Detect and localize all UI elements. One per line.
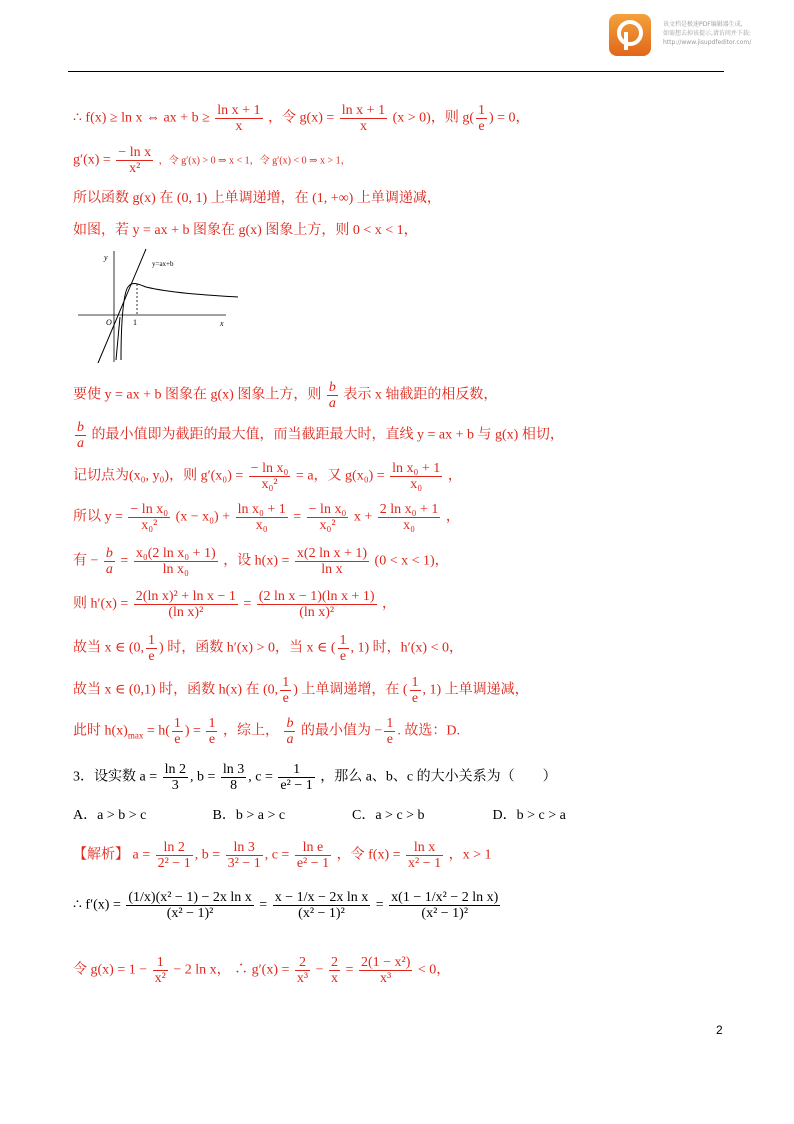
curve-g-left (116, 317, 120, 360)
text: 3．设实数 a = (73, 769, 158, 785)
fraction: $\frac{\text{ln x}}{\text{x² − 1}}$ (408, 840, 442, 871)
text: − 2 ln x， (173, 962, 231, 978)
fraction: $\frac{\text{− ln x₀}}{\text{x₀²}}$ (308, 502, 347, 533)
fraction: $\frac{b}{a}$ (286, 716, 294, 747)
text: < 0， (417, 962, 451, 978)
solution-line-11 (73, 633, 463, 664)
fraction: $\frac{b}{a}$ (77, 420, 84, 451)
answer-options (73, 804, 566, 824)
fraction: $\frac{\text{x − 1/x − 2x ln x}}{\text{(x² − 1)²}}$ (274, 890, 369, 921)
text: 表示 x 轴截距的相反数， (343, 387, 498, 403)
text: 的最小值即为截距的最大值，而当截距最大时，直线 y = ax + b 与 g(x) 相切， (91, 427, 564, 443)
text: = (243, 596, 252, 612)
text: = (259, 897, 268, 913)
tangent-line (98, 249, 146, 363)
fraction: $\frac{\ln 2}{\text{2² − 1}}$ (157, 840, 191, 871)
solution-line-12 (73, 675, 529, 706)
fraction: $\frac{\text{(1/x)(x² − 1) − 2x ln x}}{\text{(x² − 1)²}}$ (128, 890, 252, 921)
analysis-label: 【解析】 (73, 847, 129, 863)
question-3 (73, 762, 557, 793)
text: ，综上， (222, 723, 279, 739)
text: , b = (194, 847, 221, 863)
function-graph (76, 247, 242, 365)
text: ， (445, 509, 460, 525)
solution-line-3: 所以函数 g(x) 在 (0, 1) 上单调递增，在 (1, +∞) 上单调递减， (73, 191, 441, 206)
fraction: $\frac{1}{e}$ (411, 675, 419, 706)
fraction: $\frac{1}{e}$ (477, 103, 485, 134)
solution-line-6 (73, 420, 564, 451)
text: = (345, 962, 354, 978)
text: (x > 0)，则 g( (392, 110, 474, 126)
fraction: $\frac{1}{e}$ (282, 675, 290, 706)
text: ) = (184, 723, 201, 739)
fraction: $\frac{\text{− ln x₀}}{\text{x₀²}}$ (250, 461, 289, 492)
page-number: 2 (716, 1023, 723, 1037)
text: 则 h′(x) = (73, 596, 129, 612)
solution-line-7 (73, 461, 462, 492)
text: 的最小值为 − (300, 723, 383, 739)
fraction: $\frac{1}{\text{e² − 1}}$ (280, 762, 313, 793)
text: 所以 y = (73, 509, 123, 525)
analysis-line-3 (73, 955, 450, 986)
fraction: $\frac{b}{a}$ (328, 380, 336, 411)
subscript: max (127, 730, 144, 741)
solution-line-2 (73, 145, 351, 176)
notice-line: 该文档是极速PDF编辑器生成, (663, 21, 743, 28)
text: 有 − (73, 553, 99, 569)
option-b: B．b > a > c (212, 808, 286, 823)
solution-line-8 (73, 502, 460, 533)
header-rule (68, 71, 724, 72)
text: ∴ f(x) ≥ ln x ⇔ ax + b ≥ (73, 110, 210, 126)
text: 故当 x ∈ (0, (73, 640, 145, 656)
fraction: $\frac{\text{− ln x₀}}{\text{x₀²}}$ (130, 502, 169, 533)
origin-label: O (106, 318, 112, 327)
fraction: $\frac{\text{2(1 − x²)}}{\text{x³}}$ (360, 955, 411, 986)
fraction: $\frac{2}{x}$ (331, 955, 339, 986)
text: ) 上单调递增，在 ( (293, 682, 408, 698)
analysis-line-2 (73, 890, 502, 921)
analysis-line-1 (73, 840, 492, 871)
option-d: D．b > c > a (492, 808, 566, 823)
fraction: $\frac{1}{\text{x²}}$ (154, 955, 166, 986)
fraction: $\frac{2}{\text{x³}}$ (296, 955, 309, 986)
text: ，x > 1 (448, 847, 492, 863)
fraction: $\frac{\text{x(1 − 1/x² − 2 ln x)}}{\text{(x² − 1)²}}$ (391, 890, 499, 921)
text: ， (447, 468, 462, 484)
fraction: $\frac{1}{e}$ (208, 716, 216, 747)
text: = a，又 g(x₀) = (295, 468, 385, 484)
text: 记切点为(x₀, y₀)，则 g′(x₀) = (73, 468, 244, 484)
text: , 1) 时，h′(x) < 0， (350, 640, 463, 656)
text: = (293, 509, 302, 525)
solution-line-5 (73, 380, 497, 411)
solution-line-9 (73, 546, 449, 577)
text: , c = (264, 847, 290, 863)
notice-line: 如需想去掉该提示,请访问并下载: (663, 30, 751, 37)
solution-line-4: 如图，若 y = ax + b 图象在 g(x) 图象上方，则 0 < x < 1， (73, 223, 418, 238)
option-a: A．a > b > c (73, 808, 147, 823)
text: ∴ f′(x) = (73, 897, 121, 913)
text: ，那么 a、b、c 的大小关系为（ ） (320, 769, 557, 785)
text: a = (132, 847, 151, 863)
text: . 故选：D. (397, 723, 460, 739)
text: , 1) 上单调递减， (422, 682, 529, 698)
editor-notice (663, 20, 773, 47)
fraction: $\frac{\text{ln x + 1}}{x}$ (341, 103, 386, 134)
text: , c = (248, 769, 273, 785)
text: ) = 0， (488, 110, 530, 126)
solution-line-13 (73, 716, 460, 747)
text: = (375, 897, 384, 913)
text: ，令 g′(x) > 0 ⇒ x < 1，令 g′(x) < 0 ⇒ x > 1， (158, 155, 351, 167)
fraction: $\frac{\text{2(ln x)² + ln x − 1}}{\text{(ln x)²}}$ (135, 589, 236, 620)
fraction: $\frac{\text{x₀(2 ln x₀ + 1)}}{\text{ln x₀}}$ (135, 546, 216, 577)
x-axis-label: x (220, 319, 224, 328)
text: 令 g(x) = 1 − (73, 962, 148, 978)
text: , b = (190, 769, 216, 785)
fraction: $\frac{\text{− ln x}}{\text{x²}}$ (118, 145, 152, 176)
notice-line: http://www.jisupdfeditor.com/ (663, 39, 752, 46)
text: ，设 h(x) = (223, 553, 290, 569)
fraction: $\frac{1}{e}$ (173, 716, 181, 747)
text: (0 < x < 1)， (374, 553, 449, 569)
text: ，令 f(x) = (336, 847, 401, 863)
fraction: $\frac{b}{a}$ (105, 546, 113, 577)
text: g′(x) = (73, 152, 111, 168)
text: ， (382, 596, 397, 612)
fraction: $\frac{\text{ln x₀ + 1}}{\text{x₀}}$ (392, 461, 441, 492)
text: 此时 h(x) (73, 723, 128, 739)
line-label: y=ax+b (152, 260, 174, 268)
tick-label-1: 1 (133, 318, 137, 327)
fraction: $\frac{1}{e}$ (148, 633, 156, 664)
fraction: $\frac{\text{ln e}}{\text{e² − 1}}$ (296, 840, 330, 871)
text: = h( (146, 723, 170, 739)
fraction: $\frac{\text{ln x₀ + 1}}{\text{x₀}}$ (237, 502, 286, 533)
text: 要使 y = ax + b 图象在 g(x) 图象上方，则 (73, 387, 322, 403)
fraction: $\frac{\text{ln x + 1}}{x}$ (217, 103, 261, 134)
fraction: $\frac{1}{e}$ (339, 633, 347, 664)
fraction: $\frac{\ln 3}{\text{3² − 1}}$ (227, 840, 261, 871)
text: (x − x₀) + (175, 509, 231, 525)
logo-p-icon (609, 14, 651, 56)
solution-line-10 (73, 589, 396, 620)
text: x + (353, 509, 373, 525)
pdf-editor-logo (609, 14, 651, 56)
fraction: $\frac{\ln 2}{3}$ (164, 762, 186, 793)
text: ) 时，函数 h′(x) > 0，当 x ∈ ( (159, 640, 336, 656)
fraction: $\frac{1}{e}$ (386, 716, 394, 747)
y-axis-label: y (104, 253, 108, 262)
text: ，令 g(x) = (268, 110, 335, 126)
text: ∴ g′(x) = (234, 962, 290, 978)
option-c: C．a > c > b (352, 808, 425, 823)
fraction: $\frac{\text{x(2 ln x + 1)}}{\text{ln x}}$ (296, 546, 368, 577)
text: = (120, 553, 129, 569)
text: 故当 x ∈ (0,1) 时，函数 h(x) 在 (0, (73, 682, 279, 698)
fraction: $\frac{\ln 3}{8}$ (222, 762, 245, 793)
fraction: $\frac{\text{(2 ln x − 1)(ln x + 1)}}{\text{(ln x)²}}$ (258, 589, 375, 620)
text: − (315, 962, 324, 978)
solution-line-1 (73, 103, 530, 134)
fraction: $\frac{\text{2 ln x₀ + 1}}{\text{x₀}}$ (379, 502, 439, 533)
